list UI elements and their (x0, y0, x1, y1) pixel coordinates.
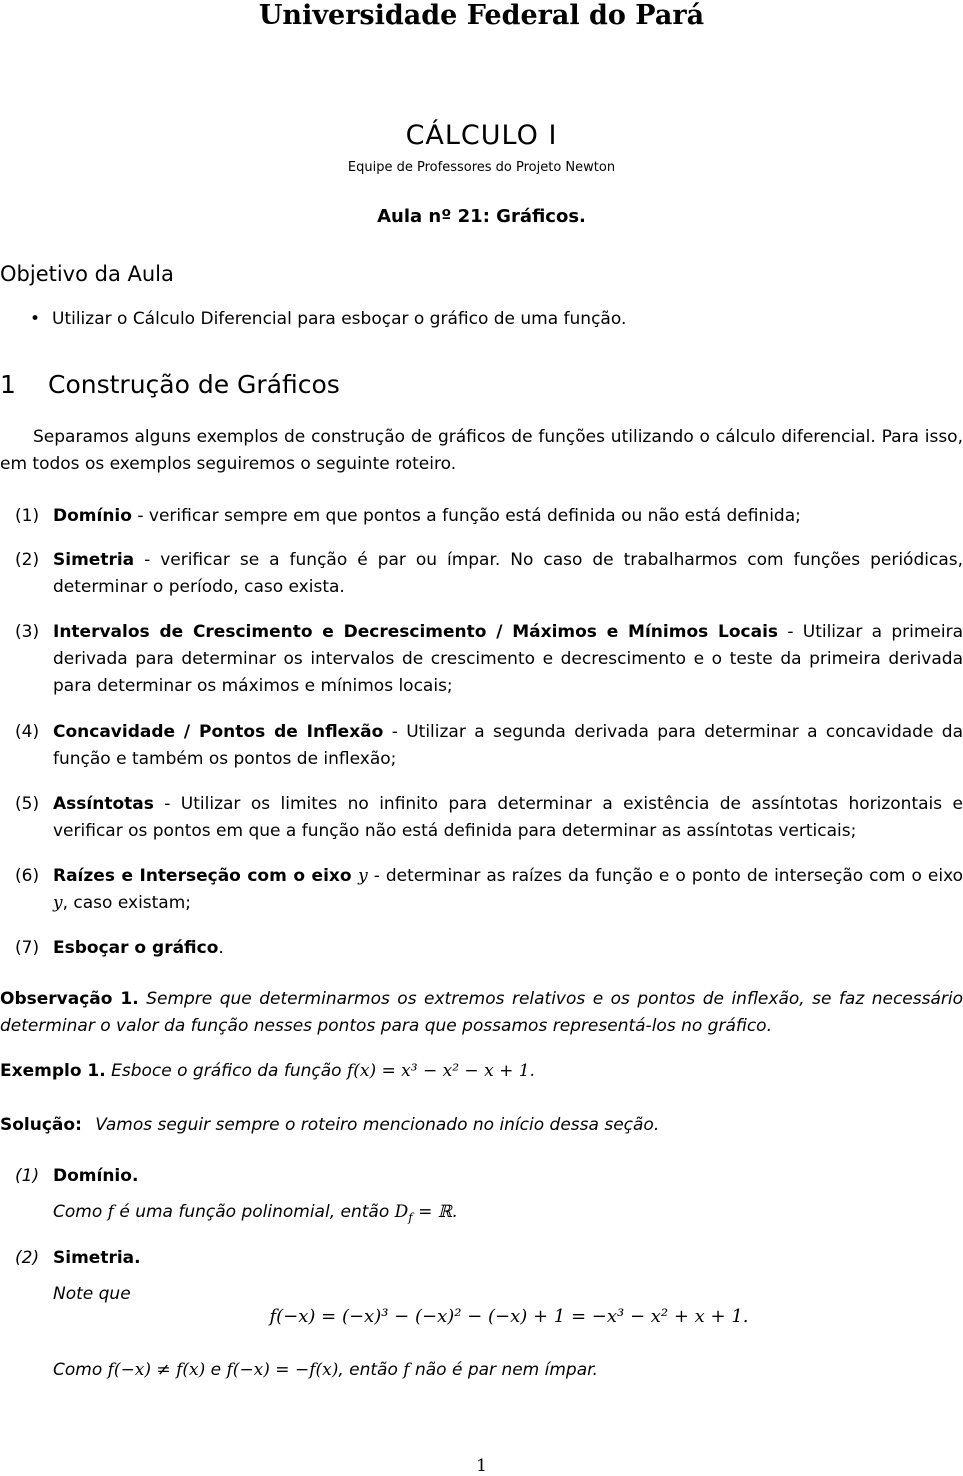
bullet-icon: • (30, 309, 41, 329)
step-title: Esboçar o gráfico (53, 938, 219, 958)
example-block (0, 1058, 963, 1085)
conclusion-math-1: f(−x) ≠ f(x) (107, 1360, 206, 1380)
section-title: Construção de Gráficos (48, 370, 340, 399)
conclusion-text-d: não é par nem ímpar. (409, 1360, 598, 1380)
step-title: Simetria (53, 550, 135, 570)
section-number: 1 (0, 370, 16, 399)
solution-step (0, 1163, 963, 1190)
intro-paragraph: Separamos alguns exemplos de construção de gráficos de funções utilizando o cálculo diferencial. Para isso, em todos os exemplos seguiremos o seguinte roteiro. (0, 427, 963, 474)
example-formula: f(x) = x³ − x² − x + 1. (346, 1061, 535, 1081)
domain-real-set: = ℝ. (412, 1202, 458, 1222)
solution-text: Vamos seguir sempre o roteiro mencionado no início dessa seção. (95, 1115, 660, 1135)
solution-intro (0, 1112, 963, 1139)
step-label: (2) (15, 550, 40, 570)
objective-heading: Objetivo da Aula (0, 262, 174, 286)
step-title: Assíntotas (53, 794, 154, 814)
step-text: . (218, 938, 224, 958)
domain-var-d: D (394, 1202, 409, 1222)
observation-label: Observação 1. (0, 989, 139, 1009)
objective-item: Utilizar o Cálculo Diferencial para esboçar o gráfico de uma função. (52, 309, 627, 329)
step-label: (4) (15, 722, 40, 742)
observation-block (0, 986, 963, 1040)
roteiro-step (0, 719, 963, 773)
conclusion-math-2: f(−x) = −f(x) (226, 1360, 339, 1380)
step-label: (1) (15, 506, 40, 526)
section-heading (0, 370, 340, 399)
step-title: Raízes e Interseção com o eixo (53, 866, 359, 886)
domain-text-a: Como (53, 1202, 108, 1222)
step-text: - determinar as raízes da função e o ponto de interseção com o eixo (367, 866, 963, 886)
domain-subscript: f (408, 1210, 413, 1225)
example-text: Esboce o gráfico da função (111, 1061, 347, 1081)
step-title: Domínio (53, 506, 132, 526)
solution-step-title: Domínio. (53, 1166, 139, 1186)
solution-step-body (0, 1199, 963, 1231)
observation-text: Sempre que determinarmos os extremos relativos e os pontos de inflexão, se faz necessário determinar o valor da função nesses pontos para que possamos representá-los no gráfico. (0, 989, 963, 1036)
step-label: (5) (15, 794, 40, 814)
solution-step-body (0, 1281, 963, 1308)
symmetry-conclusion (0, 1357, 963, 1384)
roteiro-step (0, 503, 963, 530)
step-text: - Utilizar a primeira derivada para determinar os intervalos de crescimento e decrescimento e o teste da primeira derivada para determinar os máximos e mínimos locais; (53, 622, 963, 696)
solution-step-label: (2) (15, 1248, 40, 1268)
roteiro-step (0, 791, 963, 845)
step-text: - verificar sempre em que pontos a função está definida ou não está definida; (131, 506, 801, 526)
solution-step-title: Simetria. (53, 1248, 141, 1268)
lesson-title: Aula nº 21: Gráficos. (377, 206, 586, 227)
solution-label: Solução: (0, 1115, 82, 1135)
conclusion-text-c: , então (338, 1360, 404, 1380)
team-subtitle: Equipe de Professores do Projeto Newton (347, 160, 616, 175)
conclusion-math-3: f (403, 1360, 410, 1380)
page-number: 1 (476, 1456, 487, 1476)
example-label: Exemplo 1. (0, 1061, 106, 1081)
step-label: (3) (15, 622, 40, 642)
roteiro-step (0, 863, 963, 917)
symmetry-note: Note que (53, 1284, 131, 1304)
roteiro-step (0, 547, 963, 601)
step-title-variable: y (358, 866, 368, 886)
step-text-tail: , caso existam; (62, 893, 192, 913)
step-label: (6) (15, 866, 40, 886)
step-text: - verificar se a função é par ou ímpar. No caso de trabalharmos com funções periódicas, determinar o período, caso exista. (53, 550, 963, 597)
solution-step-label: (1) (15, 1166, 40, 1186)
step-text: - Utilizar os limites no infinito para determinar a existência de assíntotas horizontais e verificar os pontos em que a função não está definida para determinar as assíntotas verticais; (53, 794, 963, 841)
step-label: (7) (15, 938, 40, 958)
step-text-variable: y (53, 893, 63, 913)
domain-var-f: f (107, 1202, 114, 1222)
domain-text-b: é uma função polinomial, então (113, 1202, 395, 1222)
roteiro-step (0, 619, 963, 700)
solution-step (0, 1245, 963, 1272)
step-text: - Utilizar a segunda derivada para determinar a concavidade da função e também os pontos de inflexão; (53, 722, 963, 769)
roteiro-step (0, 935, 963, 962)
course-title: CÁLCULO I (405, 120, 558, 151)
step-title: Concavidade / Pontos de Inflexão (53, 722, 384, 742)
objective-bullet (30, 309, 626, 329)
conclusion-text-b: e (205, 1360, 227, 1380)
step-title: Intervalos de Crescimento e Decrescimento / Máximos e Mínimos Locais (53, 622, 779, 642)
symmetry-equation: f(−x) = (−x)³ − (−x)² − (−x) + 1 = −x³ − x² + x + 1. (269, 1306, 749, 1327)
conclusion-text-a: Como (53, 1360, 108, 1380)
university-title: Universidade Federal do Pará (258, 0, 705, 31)
